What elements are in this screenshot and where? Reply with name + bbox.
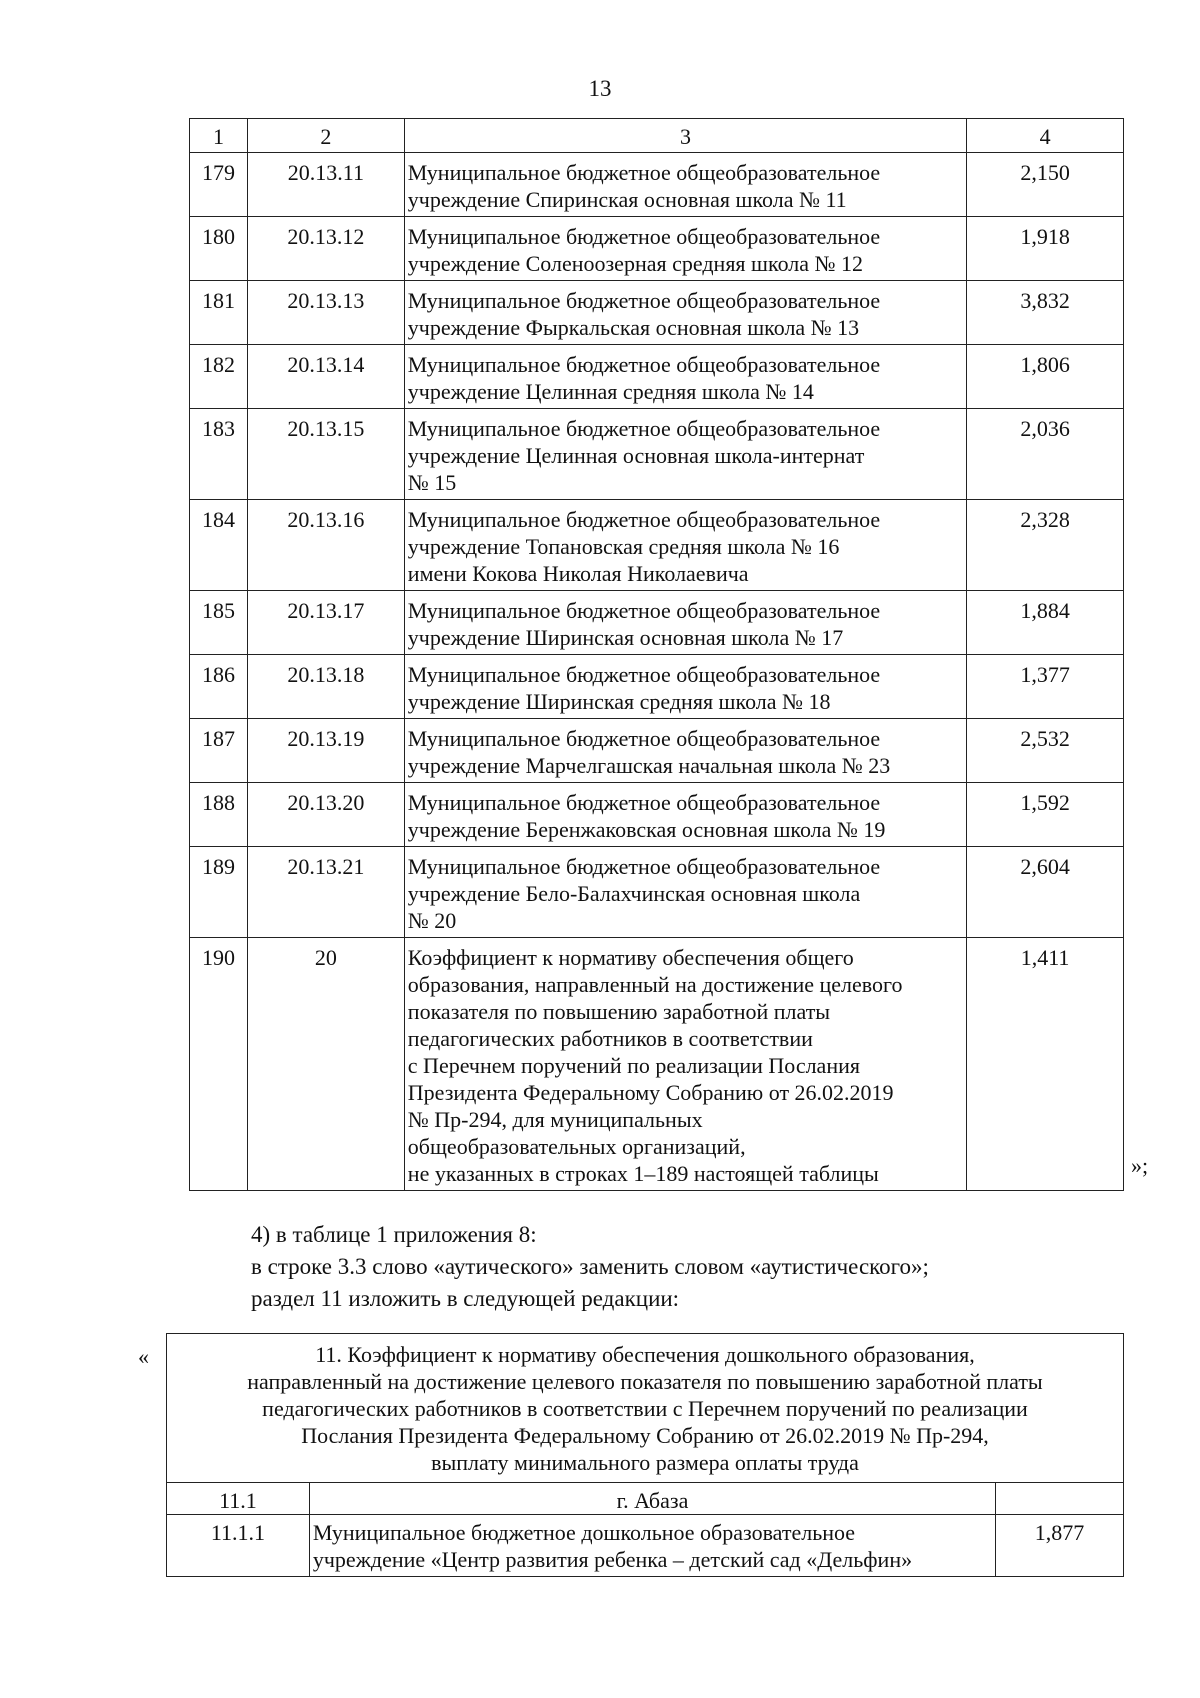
section-title-row (167, 1334, 1124, 1483)
row-code: 20.13.21 (247, 847, 404, 938)
section-title: 11. Коэффициент к нормативу обеспечения дошкольного образования, направленный на достижение целевого показателя по повышению заработной платы педагогических работников в соответствии с Перечнем поручений по реализации Послания Президента Федеральному Собранию от 26.02.2019 № Пр-294, выплату минимального размера оплаты труда (167, 1334, 1124, 1483)
row-number: 185 (190, 591, 248, 655)
row-value: 1,877 (996, 1515, 1124, 1577)
row-number: 188 (190, 783, 248, 847)
row-name: Муниципальное бюджетное общеобразовательное учреждение Фыркальская основная школа № 13 (404, 281, 966, 345)
row-number: 182 (190, 345, 248, 409)
header-col-4: 4 (967, 119, 1124, 153)
row-name: Муниципальное бюджетное общеобразовательное учреждение Спиринская основная школа № 11 (404, 153, 966, 217)
table-row (190, 847, 1124, 938)
row-value: 1,377 (967, 655, 1124, 719)
row-name: Муниципальное бюджетное общеобразовательное учреждение Беренжаковская основная школа № 19 (404, 783, 966, 847)
row-code: 20.13.15 (247, 409, 404, 500)
table-row (190, 500, 1124, 591)
row-number: 189 (190, 847, 248, 938)
table-row (167, 1515, 1124, 1577)
table-row (190, 783, 1124, 847)
row-number: 183 (190, 409, 248, 500)
section-11-table (166, 1333, 1124, 1577)
table-row (190, 345, 1124, 409)
row-code: 20.13.12 (247, 217, 404, 281)
row-number: 179 (190, 153, 248, 217)
table-row (190, 217, 1124, 281)
row-value: 1,806 (967, 345, 1124, 409)
table-row (190, 938, 1124, 1191)
coefficients-table (189, 118, 1124, 1191)
empty-value-cell (996, 1483, 1124, 1515)
row-number: 184 (190, 500, 248, 591)
row-value: 2,532 (967, 719, 1124, 783)
row-name: Муниципальное бюджетное общеобразовательное учреждение Бело-Балахчинская основная школа № 20 (404, 847, 966, 938)
row-code: 11.1.1 (167, 1515, 310, 1577)
subsection-code: 11.1 (167, 1483, 310, 1515)
row-code: 20.13.14 (247, 345, 404, 409)
row-name: Коэффициент к нормативу обеспечения общего образования, направленный на достижение целевого показателя по повышению заработной платы педагогических работников в соответствии с Перечнем поручений по реализации Послания Президента Федеральному Собранию от 26.02.2019 № Пр-294, для муниципальных общеобразовательных организаций, не указанных в строках 1–189 настоящей таблицы (404, 938, 966, 1191)
subsection-row (167, 1483, 1124, 1515)
row-name: Муниципальное бюджетное общеобразовательное учреждение Соленоозерная средняя школа № 12 (404, 217, 966, 281)
row-value: 1,592 (967, 783, 1124, 847)
row-code: 20.13.17 (247, 591, 404, 655)
header-col-1: 1 (190, 119, 248, 153)
row-code: 20.13.11 (247, 153, 404, 217)
row-name: Муниципальное бюджетное общеобразовательное учреждение Ширинская средняя школа № 18 (404, 655, 966, 719)
row-code: 20.13.20 (247, 783, 404, 847)
row-value: 2,036 (967, 409, 1124, 500)
table-row (190, 409, 1124, 500)
amendment-line: в строке 3.3 слово «аутического» заменить словом «аутистического»; (251, 1254, 929, 1279)
row-name: Муниципальное бюджетное общеобразовательное учреждение Марчелгашская начальная школа № 23 (404, 719, 966, 783)
opening-quote-mark: « (138, 1344, 149, 1369)
row-name: Муниципальное бюджетное дошкольное образовательное учреждение «Центр развития ребенка – детский сад «Дельфин» (309, 1515, 995, 1577)
header-col-2: 2 (247, 119, 404, 153)
row-name: Муниципальное бюджетное общеобразовательное учреждение Топановская средняя школа № 16 имени Кокова Николая Николаевича (404, 500, 966, 591)
table-row (190, 591, 1124, 655)
row-value: 2,150 (967, 153, 1124, 217)
row-number: 181 (190, 281, 248, 345)
row-number: 190 (190, 938, 248, 1191)
row-code: 20 (247, 938, 404, 1191)
amendment-line: раздел 11 изложить в следующей редакции: (251, 1286, 680, 1311)
row-value: 1,411 (967, 938, 1124, 1191)
subsection-name: г. Абаза (309, 1483, 995, 1515)
row-code: 20.13.16 (247, 500, 404, 591)
closing-quote-mark: »; (1131, 1153, 1149, 1178)
amendment-heading: 4) в таблице 1 приложения 8: (251, 1222, 537, 1247)
row-value: 1,884 (967, 591, 1124, 655)
header-col-3: 3 (404, 119, 966, 153)
row-value: 3,832 (967, 281, 1124, 345)
row-value: 2,328 (967, 500, 1124, 591)
table-header-row (190, 119, 1124, 153)
row-code: 20.13.13 (247, 281, 404, 345)
table-row (190, 281, 1124, 345)
row-number: 186 (190, 655, 248, 719)
row-number: 180 (190, 217, 248, 281)
table-row (190, 153, 1124, 217)
table-row (190, 655, 1124, 719)
row-value: 1,918 (967, 217, 1124, 281)
row-name: Муниципальное бюджетное общеобразовательное учреждение Ширинская основная школа № 17 (404, 591, 966, 655)
row-code: 20.13.19 (247, 719, 404, 783)
row-code: 20.13.18 (247, 655, 404, 719)
row-name: Муниципальное бюджетное общеобразовательное учреждение Целинная средняя школа № 14 (404, 345, 966, 409)
row-name: Муниципальное бюджетное общеобразовательное учреждение Целинная основная школа-интернат № 15 (404, 409, 966, 500)
row-value: 2,604 (967, 847, 1124, 938)
page-number: 13 (588, 76, 612, 101)
table-row (190, 719, 1124, 783)
row-number: 187 (190, 719, 248, 783)
